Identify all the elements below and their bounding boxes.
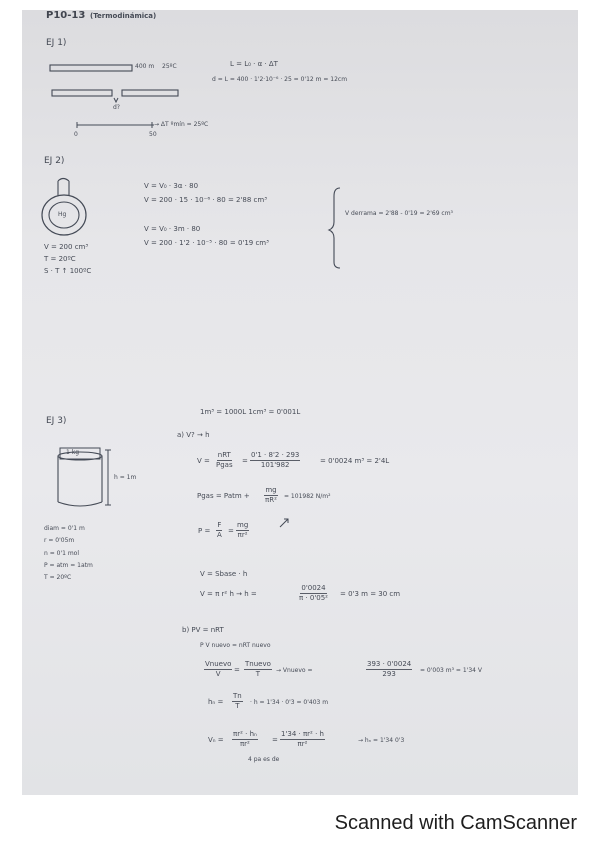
- ej2-label: EJ 2): [44, 156, 65, 166]
- ej3-eq-pgas-result: = 101982 N/m²: [284, 493, 331, 500]
- ej2-given-volume: V = 200 cm³: [44, 243, 89, 251]
- ej1-gap-label: d?: [113, 104, 120, 111]
- ej3-eq-pgas-frac: $\frac{mg}{\text{πR²}}$: [265, 486, 277, 504]
- ej3-eq-b2-frac2: Tnuevo T: [245, 660, 271, 678]
- handwritten-drawings: [22, 10, 578, 795]
- ej3-eq-b2-frac3: $\frac{393 \cdot 0'0024}{293}$: [367, 660, 412, 678]
- ej3-eq-b1: P V nuevo = nRT nuevo: [200, 642, 271, 649]
- ej3-eq-vol2-lhs: V = π r² h → h =: [200, 590, 257, 598]
- ej1-bar-right: [122, 90, 178, 96]
- ej1-axis-zero: 0: [74, 131, 78, 138]
- ej1-bar-length: 400 m: [135, 63, 155, 70]
- ej3-eq-b4-frac2: $\frac{\text{1'34 · πr² · h}}{\text{πr²}}$: [281, 730, 324, 748]
- ej3-piston-label: 1 kg: [66, 449, 80, 456]
- ej2-bulb-label: Hg: [58, 211, 67, 218]
- ej3-given-pressure: P = atm = 1atm: [44, 562, 93, 569]
- ej2-line2: V = 200 · 15 · 10⁻⁶ · 80 = 2'88 cm³: [144, 196, 268, 204]
- camscanner-watermark: Scanned with CamScanner: [334, 812, 577, 834]
- ej1-bar-left: [52, 90, 112, 96]
- ej3-eq-b4-lhs: Vₙ =: [208, 736, 224, 744]
- ej3-conversion: 1m³ = 1000L 1cm³ = 0'001L: [200, 408, 301, 416]
- ej3-eq-v-result: = 0'0024 m³ = 2'4L: [320, 457, 390, 465]
- ej3-eq-b3-result: · h = 1'34 · 0'3 = 0'403 m: [250, 699, 329, 706]
- ej1-gap-arrow: [114, 98, 118, 102]
- ej2-given-final-temp: S · T ↑ 100ºC: [44, 267, 92, 275]
- ej2-line4: V = 200 · 1'2 · 10⁻⁵ · 80 = 0'19 cm³: [144, 239, 269, 247]
- ej1-bar: [50, 65, 132, 71]
- ej3-eq-v-frac: nRT Pgas: [216, 451, 233, 469]
- ej1-formula-dl: d = L = 400 · 1'2·10⁻⁶ · 25 = 0'12 m = 12cm: [212, 76, 348, 83]
- ej1-axis-end: 50: [149, 131, 157, 138]
- ej3-given-diameter: diam = 0'1 m: [44, 525, 85, 532]
- ej3-eq-v-lhs: V =: [197, 457, 210, 465]
- ej3-eq-b2-arrow: → Vnuevo =: [276, 667, 313, 674]
- scanned-page: P10-13 (Termodinámica) EJ 1) 400 m 25ºC L = L₀ · α · ΔT d = L = 400 · 1'2·10⁻⁶ · 25 = 0'12 m = 12cm d? → ΔT ºmín = 25ºC 0 50 EJ 2) Hg V = V₀ · 3α · 80 V = 200 · 15 · 10⁻⁶ · 80 = 2'88 cm³ V = V₀ · 3m · 80 V = 200 · 1'2 · 10⁻⁵ · 80 = 0'19 cm³ V derrama = 2'88 - 0'19 = 2'69 cm³ V = 200 cm³ T = 20ºC S · T ↑ 100ºC EJ 3) 1m³ = 1000L 1cm³ = 0'001L a) V? → h V = nRT Pgas = $\frac{0'1 \cdot 8'2 \cdot 293}{101'982}$ = 0'0024 m³ = 2'4L Pgas = Patm + $\frac{mg}{\text{πR²}}$ = 101982 N/m² P = $\frac{F}{A}$ = $\frac{mg}{\text{πr²}}$ 1 kg h = 1m diam = 0'1 m r = 0'05m n = 0'1 mol P = atm = 1atm T = 20ºC V = Sbase · h V = π r² h → h = $\frac{0'0024}{\text{π · 0'05²}}$ = 0'3 m = 30 cm b) PV = nRT P V nuevo = nRT nuevo Vnuevo V = Tnuevo T → Vnuevo = $\frac{393 \cdot 0'0024}{293}$ = 0'003 m³ = 1'34 V hₙ = $\frac{Tn}{T}$ · h = 1'34 · 0'3 = 0'403 m Vₙ = $\frac{\text{πr² · hₙ}}{\text{πr²}}$ = $\frac{\text{1'34 · πr² · h}}{\text{πr²}}$ → hₙ = 1'34 0'3 4 pa es de: [22, 10, 578, 795]
- ej3-eq-v-mid-frac: $\frac{0'1 \cdot 8'2 \cdot 293}{101'982}$: [251, 451, 300, 469]
- ej3-eq-vol2-result: = 0'3 m = 30 cm: [340, 590, 401, 598]
- ej3-eq-b4-note: 4 pa es de: [248, 756, 280, 763]
- ej3-given-moles: n = 0'1 mol: [44, 550, 80, 557]
- ej3-eq-b2-frac1: Vnuevo V: [205, 660, 232, 678]
- ej3-height-label: h = 1m: [114, 474, 137, 481]
- ej3-eq-vol2-frac: $\frac{0'0024}{\text{π · 0'05²}}$: [299, 584, 328, 602]
- ej3-label: EJ 3): [46, 416, 67, 426]
- ej2-brace: [329, 188, 340, 268]
- ej3-eq-b2-result: = 0'003 m³ = 1'34 V: [420, 667, 482, 674]
- ej1-formula-l: L = L₀ · α · ΔT: [230, 60, 278, 68]
- ej3-part-b: b) PV = nRT: [182, 626, 224, 634]
- ej2-given-temp: T = 20ºC: [44, 255, 76, 263]
- ej2-line1: V = V₀ · 3α · 80: [144, 182, 199, 190]
- ej3-part-a: a) V? → h: [177, 431, 210, 439]
- ej1-axis-text: → ΔT ºmín = 25ºC: [154, 121, 209, 128]
- ej3-eq-b3-frac: $\frac{Tn}{T}$: [233, 692, 242, 710]
- ej3-eq-pgas-lhs: Pgas = Patm +: [197, 492, 250, 500]
- page-title: P10-13: [46, 10, 86, 21]
- ej3-eq-b4-result: → hₙ = 1'34 0'3: [358, 737, 405, 744]
- ej3-eq-p-frac2: $\frac{mg}{\text{πr²}}$: [237, 521, 249, 539]
- ej3-given-temp: T = 20ºC: [44, 574, 72, 581]
- ej3-eq-b3-lhs: hₙ =: [208, 698, 224, 706]
- page-title-note: (Termodinámica): [90, 12, 157, 20]
- ej2-result: V derrama = 2'88 - 0'19 = 2'69 cm³: [345, 210, 453, 217]
- ej1-label: EJ 1): [46, 38, 67, 48]
- ej3-eq-vol1: V = Sbase · h: [200, 570, 248, 578]
- ej3-given-radius: r = 0'05m: [44, 537, 75, 544]
- ej3-eq-p-frac1: $\frac{F}{A}$: [217, 521, 222, 539]
- ej3-eq-p-lhs: P =: [198, 527, 211, 535]
- ej1-bar-temp: 25ºC: [162, 63, 177, 70]
- ej2-line3: V = V₀ · 3m · 80: [144, 225, 201, 233]
- ej3-eq-b4-frac1: $\frac{\text{πr² · hₙ}}{\text{πr²}}$: [233, 730, 257, 748]
